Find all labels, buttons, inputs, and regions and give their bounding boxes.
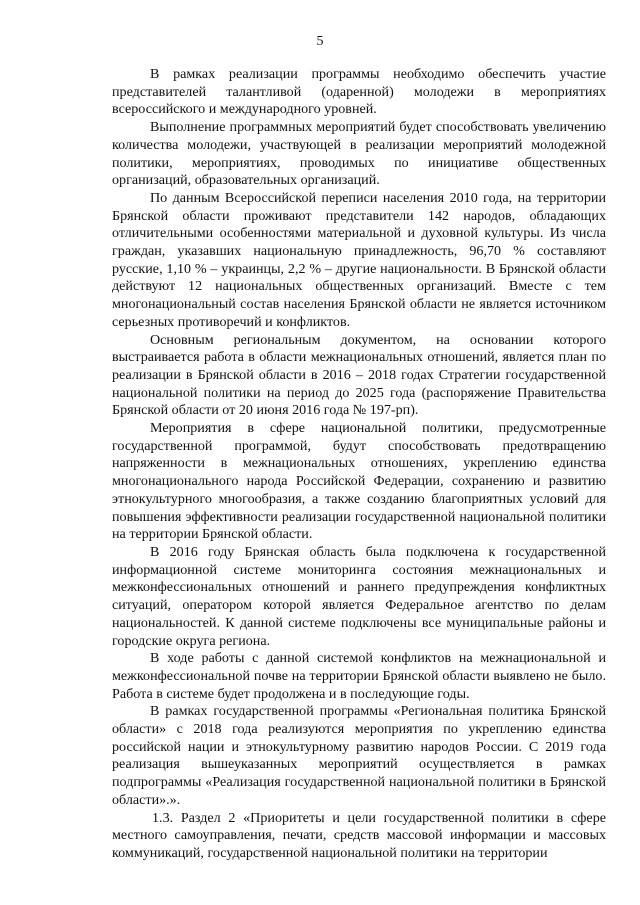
paragraph-regional-document: Основным региональным документом, на основании которого выстраивается работа в области межнациональных отношений, является план по реализации в Брянской области в 2016 – 2018 годах Стратегии государственной национальной политики на период до 2025 года (распоряжение Правительства Брянской области от 20 июня 2016 года № 197-рп). xyxy=(112,331,606,419)
page-number: 5 xyxy=(316,34,324,49)
paragraph-national-policy-measures: Мероприятия в сфере национальной политики, предусмотренные государственной программой, будут способствовать предотвращению напряженности в межнациональных отношениях, укреплению единства многонационального народа Российской Федерации, сохранению и развитию этнокультурного многообразия, а также созданию благоприятных условий для повышения эффективности реализации государственной национальной политики на территории Брянской области. xyxy=(112,420,606,543)
paragraph-program-activities: Выполнение программных мероприятий будет способствовать увеличению количества молодежи, участвующей в реализации мероприятий молодежной политики, мероприятиях, проводимых по инициативе общественных организаций, образовательных организаций. xyxy=(112,119,606,189)
paragraph-state-program: В рамках государственной программы «Региональная политика Брянской области» с 2018 года реализуются мероприятия по укреплению единства российской нации и этнокультурному развитию народов России. С 2019 года реализация вышеуказанных мероприятий осуществляется в рамках подпрограммы «Реализация государственной национальной политики в Брянской области».». xyxy=(112,703,606,808)
paragraph-section-amendment: 1.3. Раздел 2 «Приоритеты и цели государственной политики в сфере местного самоуправления, печати, средств массовой информации и массовых коммуникаций, государственной национальной политики на территории xyxy=(112,809,606,861)
paragraph-census-data: По данным Всероссийской переписи населения 2010 года, на территории Брянской области проживают представители 142 народов, обладающих отличительными особенностями материальной и духовной культуры. Из числа граждан, указавших национальную принадлежность, 96,70 % составляют русские, 1,10 % – украинцы, 2,2 % – другие национальности. В Брянской области действуют 12 национальных общественных организаций. Вместе с тем многонациональный состав населения Брянской области не является источником серьезных противоречий и конфликтов. xyxy=(112,189,606,330)
paragraph-talented-youth: В рамках реализации программы необходимо обеспечить участие представителей талантливой (одаренной) молодежи в мероприятиях всероссийского и международного уровней. xyxy=(112,66,606,118)
document-body xyxy=(112,66,606,863)
paragraph-no-conflicts: В ходе работы с данной системой конфликтов на межнациональной и межконфессиональной почве на территории Брянской области выявлено не было. Работа в системе будет продолжена и в последующие годы. xyxy=(112,650,606,702)
paragraph-monitoring-system: В 2016 году Брянская область была подключена к государственной информационной системе мониторинга состояния межнациональных и межконфессиональных отношений и раннего предупреждения конфликтных ситуаций, оператором которой является Федеральное агентство по делам национальностей. К данной системе подключены все муниципальные районы и городские округа региона. xyxy=(112,543,606,649)
